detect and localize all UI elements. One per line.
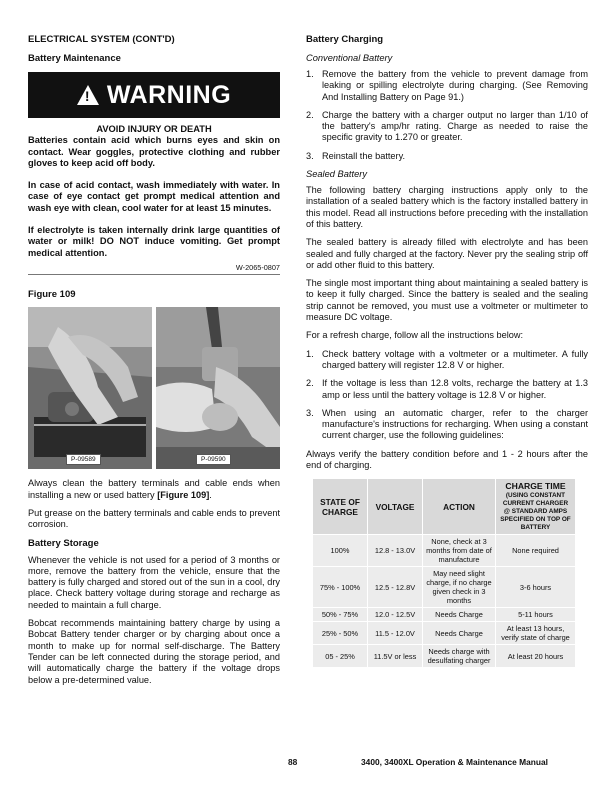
list-item: 2. Charge the battery with a charger output no larger than 1/10 of the battery's amp/hr rating. Charge as needed to raise the specific gravity to 1.270 or greater. [306, 109, 588, 143]
battery-cable-end-image [156, 307, 280, 469]
sealed-text-2: The sealed battery is already filled with electrolyte and has been sealed and fully charged at the factory. Never pry the sealing strip off or add other fluid to this battery. [306, 237, 588, 270]
charge-table [312, 478, 576, 668]
storage-text-2: Bobcat recommends maintaining battery charge by using a Bobcat Battery tender charger or by charging about once a month to make up for normal self-discharge. The Battery Tender can be left connected during the storage period, and will automatically charge the battery if the voltage drops below a pre-determined value. [28, 618, 280, 685]
battery-terminal-cleaning-image [28, 307, 152, 469]
header-charge-time: CHARGE TIME (USING CONSTANT CURRENT CHARGER @ STANDARD AMPS SPECIFIED ON TOP OF BATTERY [496, 479, 576, 535]
header-state: STATE OF CHARGE [313, 479, 368, 535]
table-row: 100% 12.8 - 13.0V None, check at 3 months from date of manufacture None required [313, 535, 576, 567]
warning-code: W-2065-0807 [28, 263, 280, 275]
warning-ingest-text: If electrolyte is taken internally drink large quantities of water or milk! DO NOT induce vomiting. Get prompt medical attention. [28, 224, 280, 258]
refresh-steps [306, 349, 588, 442]
table-row: 05 - 25% 11.5V or less Needs charge with desulfating charger At least 20 hours [313, 645, 576, 668]
manual-title: 3400, 3400XL Operation & Maintenance Manual [361, 757, 548, 767]
left-column [28, 34, 280, 693]
battery-storage-heading: Battery Storage [28, 537, 99, 549]
warning-heading: AVOID INJURY OR DEATH [96, 124, 212, 134]
page-number: 88 [288, 757, 298, 767]
list-item: 2. If the voltage is less than 12.8 volts, recharge the battery at 1.3 amp or less until the battery voltage is 12.8 V or higher. [306, 378, 588, 400]
sealed-battery-heading: Sealed Battery [306, 169, 367, 180]
list-item: 3. When using an automatic charger, refer to the charger manufacture's instructions for recharging. When using a constant current charger, use the following guidelines: [306, 407, 588, 441]
list-item: 1. Remove the battery from the vehicle to prevent damage from leaking or spilling electrolyte during charging. (See Removing And Installing Battery on Page 91.) [306, 69, 588, 102]
sealed-text-1: The following battery charging instructions apply only to the installation of a sealed battery which is the factory installed battery in this model. Read all instructions before preceding with the installation of this battery. [306, 185, 588, 229]
conventional-battery-heading: Conventional Battery [306, 53, 393, 63]
list-item: 1. Check battery voltage with a voltmeter or a multimeter. A fully charged battery will register 12.8 V or higher. [306, 348, 588, 370]
list-item: 3. Reinstall the battery. [306, 150, 406, 161]
photo-code-2: P-09590 [196, 454, 231, 465]
photo-code-1: P-09589 [66, 454, 101, 465]
warning-banner [28, 72, 280, 118]
section-title: ELECTRICAL SYSTEM (CONT'D) [28, 34, 175, 45]
battery-terminal-photo-1 [28, 307, 152, 469]
warning-label: WARNING [106, 80, 232, 109]
verify-text: Always verify the battery condition before and 1 - 2 hours after the end of charging. [306, 448, 588, 471]
clean-terminals-text: Always clean the battery terminals and cable ends when installing a new or used battery [Figure 109]. [28, 478, 280, 500]
refresh-intro: For a refresh charge, follow all the instructions below: [306, 330, 524, 341]
right-column [306, 34, 588, 668]
table-row: 75% - 100% 12.5 - 12.8V May need slight charge, if no charge given check in 3 months 3-6 hours [313, 567, 576, 608]
table-row: 50% - 75% 12.0 - 12.5V Needs Charge 5-11 hours [313, 608, 576, 622]
header-action: ACTION [423, 479, 496, 535]
storage-text-1: Whenever the vehicle is not used for a period of 3 months or more, remove the battery from the vehicle, ensure that the battery is fully charged and stored out of the sun in a cool, dry place. Check battery voltage during storage and recharge as needed to maintain a full charge. [28, 554, 280, 610]
figure-reference: [Figure 109] [157, 489, 210, 500]
grease-text: Put grease on the battery terminals and cable ends to prevent corrosion. [28, 507, 280, 530]
figure-title: Figure 109 [28, 289, 76, 301]
battery-terminal-photo-2 [156, 307, 280, 469]
warning-contact-text: In case of acid contact, wash immediately with water. In case of eye contact get prompt medical attention and wash eye with clean, cool water for at least 15 minutes. [28, 179, 280, 213]
figure-photos [28, 307, 280, 469]
sealed-text-3: The single most important thing about maintaining a sealed battery is to keep it fully charged. Since the battery is sealed and the sealing strip cannot be removed, you must use a voltmeter or multimeter to measure DC voltage. [306, 278, 588, 323]
battery-charging-heading: Battery Charging [306, 34, 384, 45]
header-voltage: VOLTAGE [368, 479, 423, 535]
warning-acid-text: Batteries contain acid which burns eyes and skin on contact. Wear goggles, protective clothing and rubber gloves to keep acid off body. [28, 135, 280, 169]
table-row: 25% - 50% 11.5 - 12.0V Needs Charge At least 13 hours, verify state of charge [313, 622, 576, 645]
battery-maintenance-heading: Battery Maintenance [28, 53, 121, 64]
conventional-steps [306, 69, 588, 162]
warning-triangle-icon: ! [77, 85, 99, 105]
